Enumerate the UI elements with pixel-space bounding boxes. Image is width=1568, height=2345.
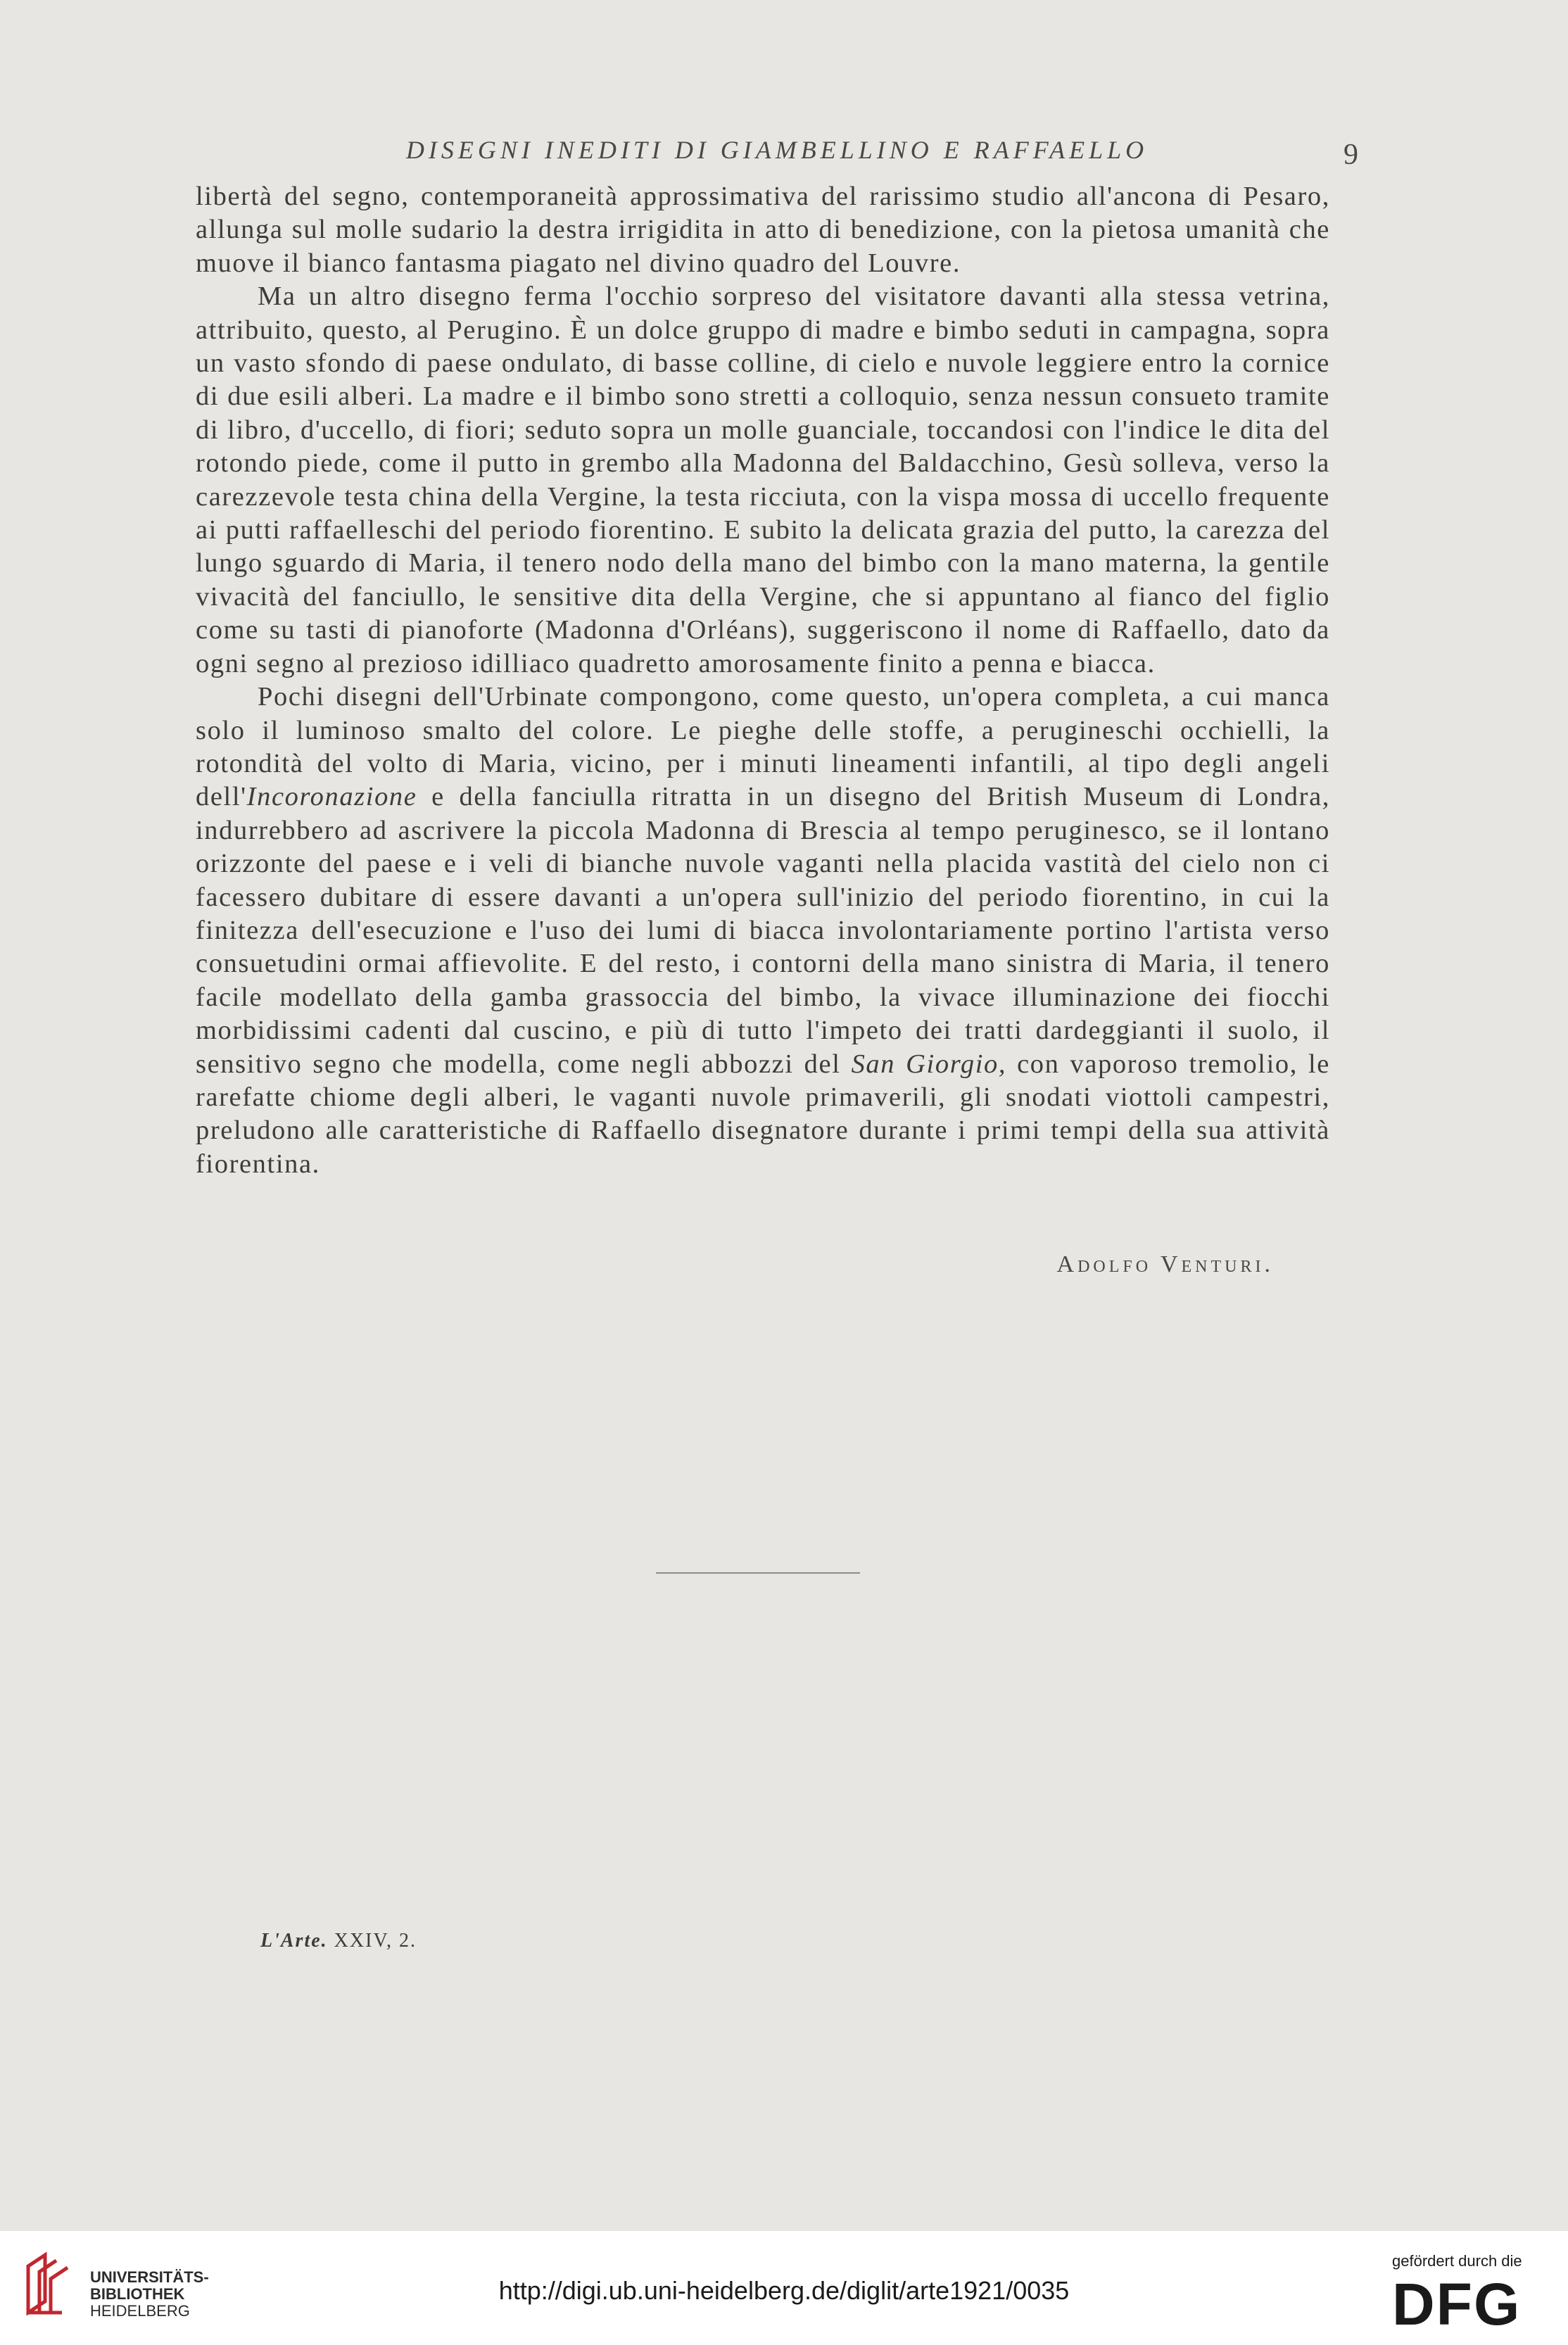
page-number: 9 — [1343, 139, 1358, 171]
digitization-footer — [0, 2231, 1568, 2345]
running-title: DISEGNI INEDITI DI GIAMBELLINO E RAFFAELLO — [405, 136, 1149, 164]
library-line-2: BIBLIOTHEK — [90, 2285, 185, 2303]
paragraph-3-part-c: con vaporoso tremolio, le rarefatte chiome degli alberi, le vaganti nuvole primaverili, gli snodati viottoli campestri, preludono alle caratteristiche di Raffaello disegnatore durante i primi tempi della sua attività fiorentina. — [196, 1049, 1330, 1179]
author-signature: Adolfo Venturi. — [1056, 1251, 1274, 1277]
body-text — [196, 180, 1330, 1181]
paragraph-1: libertà del segno, contemporaneità approssimativa del rarissimo studio all'ancona di Pesaro, allunga sul molle sudario la destra irrigidita in atto di benedizione, con la pietosa umanità che muove il bianco fantasma piagato nel divino quadro del Louvre. — [196, 182, 1330, 278]
paragraph-3-part-b: e della fanciulla ritratta in un disegno del British Museum di Londra, indurrebbero ad ascrivere la piccola Madonna di Brescia al tempo peruginesco, se il lontano orizzonte del paese e i veli di bianche nuvole vaganti nella placida vastità del cielo non ci facessero dubitare di essere davanti a un'opera sull'inizio del periodo fiorentino, in cui la finitezza dell'esecuzione e l'uso dei lumi di biacca involontariamente portino l'artista verso consuetudini ormai affievolite. E del resto, i contorni della mano sinistra di Maria, il tenero facile modellato della gamba grassoccia del bimbo, la vivace illuminazione dei fiocchi morbidissimi cadenti dal cuscino, e più di tutto l'impeto dei tratti dardeggianti il suolo, il sensitivo segno che modella, come negli abbozzi del — [196, 782, 1330, 1079]
library-line-3: HEIDELBERG — [90, 2302, 190, 2320]
volume-number: XXIV, 2. — [334, 1930, 417, 1952]
journal-name: L'Arte. — [260, 1930, 328, 1952]
italic-title-incoronazione: Incoronazione — [246, 782, 417, 812]
signature-mark — [260, 1930, 417, 1952]
italic-title-san-giorgio: San Giorgio, — [851, 1049, 1007, 1079]
source-url-link[interactable]: http://digi.ub.uni-heidelberg.de/diglit/arte1921/0035 — [498, 2276, 1070, 2305]
section-divider — [656, 1572, 860, 1574]
library-line-1: UNIVERSITÄTS- — [90, 2268, 209, 2286]
paragraph-3-part-a: Pochi disegni dell'Urbinate compongono, come questo, un'opera completa, a cui manca solo il luminoso smalto del colore. Le pieghe delle stoffe, a perugineschi occhielli, la rotondità del volto di Maria, vicino, per i minuti lineamenti infantili, al tipo degli angeli dell' — [196, 682, 1330, 812]
funding-caption: gefördert durch die — [1392, 2252, 1522, 2270]
paragraph-3 — [196, 681, 1330, 1181]
running-head — [196, 135, 1358, 177]
paragraph-2: Ma un altro disegno ferma l'occhio sorpreso del visitatore davanti alla stessa vetrina, attribuito, questo, al Perugino. È un dolce gruppo di madre e bimbo seduti in campagna, sopra un vasto sfondo di paese ondulato, di basse colline, di cielo e nuvole leggiere entro la cornice di due esili alberi. La madre e il bimbo sono stretti a colloquio, senza nessun consueto tramite di libro, d'uccello, di fiori; seduto sopra un molle guanciale, toccandosi con l'indice le dita del rotondo piede, come il putto in grembo alla Madonna del Baldacchino, Gesù solleva, verso la carezzevole testa china della Vergine, la testa ricciuta, con la vispa mossa di uccello frequente ai putti raffaelleschi del periodo fiorentino. E subito la delicata grazia del putto, la carezza del lungo sguardo di Maria, il tenero nodo della mano del bimbo con la mano materna, la gentile vivacità del fanciullo, le sensitive dita della Vergine, che si appuntano al fianco del figlio come su tasti di pianoforte (Madonna d'Orléans), suggeriscono il nome di Raffaello, dato da ogni segno al prezioso idilliaco quadretto amorosamente finito a penna e biacca. — [196, 282, 1330, 678]
dfg-logo[interactable]: DFG — [1392, 2271, 1522, 2337]
